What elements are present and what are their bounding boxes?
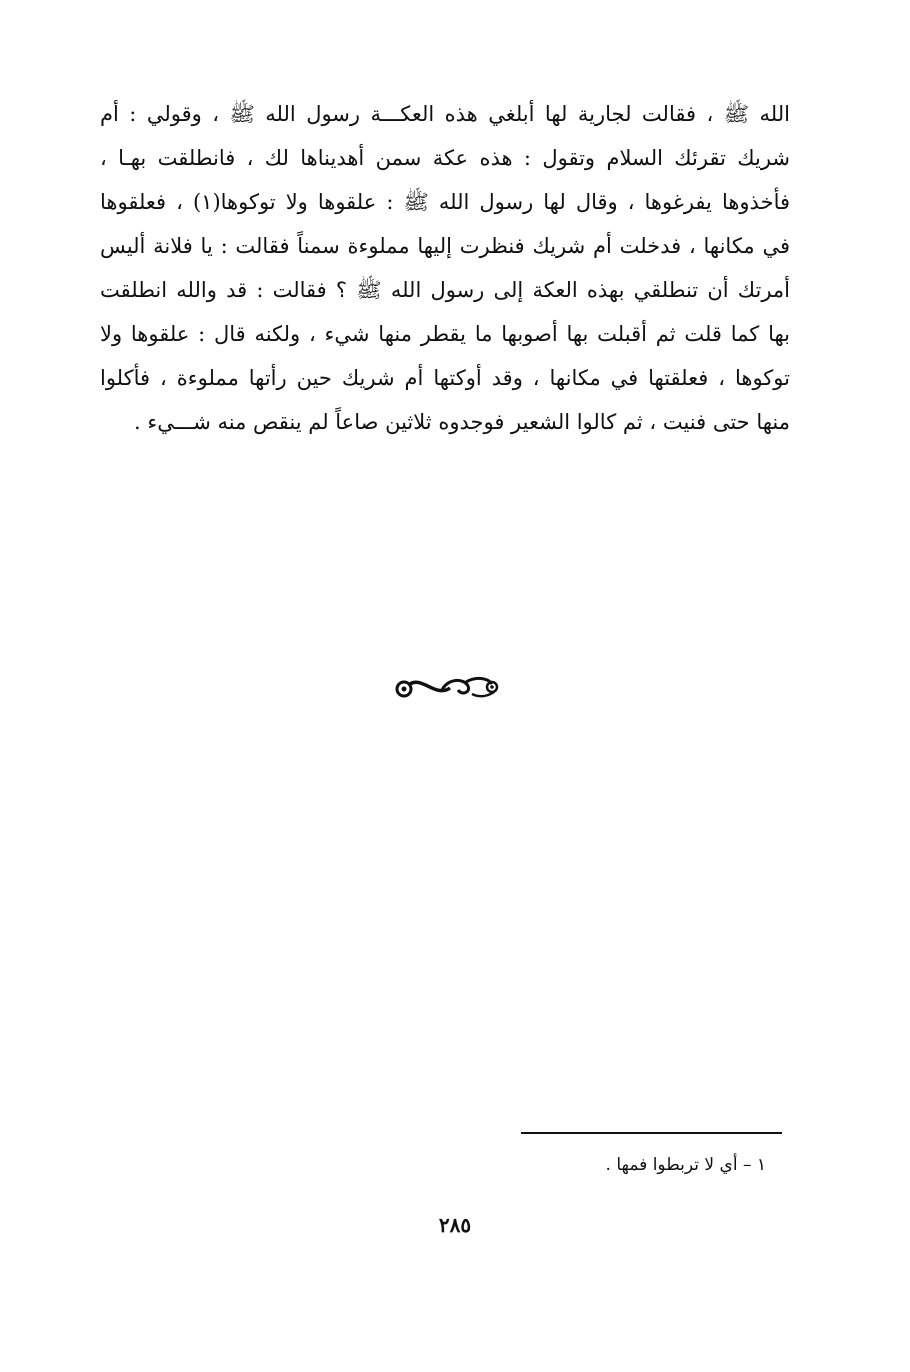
- text-line-8: منها حتى فنيت ، ثم كالوا الشعير فوجدوه ثلاثين صاعاً لم ينقص منه شـــيء .: [134, 410, 790, 434]
- decorative-flourish-icon: [392, 672, 502, 702]
- body-text: [100, 92, 790, 444]
- text-line-1: الله ﷺ ، فقالت لجارية لها أبلغي هذه العكـــة رسول الله ﷺ ، وقولي : أم: [100, 102, 790, 126]
- page-number: ٢٨٥: [438, 1213, 472, 1237]
- text-line-2: شريك تقرئك السلام وتقول : هذه عكة سمن أهديناها لك ، فانطلقت بهـا ،: [100, 146, 790, 170]
- text-line-7: توكوها ، فعلقتها في مكانها ، وقد أوكتها أم شريك حين رأتها مملوءة ، فأكلوا: [100, 366, 790, 390]
- text-line-6: بها كما قلت ثم أقبلت بها أصوبها ما يقطر منها شيء ، ولكنه قال : علقوها ولا: [100, 322, 790, 346]
- text-line-4: في مكانها ، فدخلت أم شريك فنظرت إليها مملوءة سمناً فقالت : يا فلانة أليس: [100, 234, 790, 258]
- footnote-divider: [521, 1132, 782, 1134]
- text-line-5: أمرتك أن تنطلقي بهذه العكة إلى رسول الله ﷺ ؟ فقالت : قد والله انطلقت: [100, 278, 790, 302]
- text-line-3: فأخذوها يفرغوها ، وقال لها رسول الله ﷺ : علقوها ولا توكوها(١) ، فعلقوها: [100, 190, 790, 214]
- footnote: ١ – أي لا تربطوا فمها .: [605, 1155, 766, 1175]
